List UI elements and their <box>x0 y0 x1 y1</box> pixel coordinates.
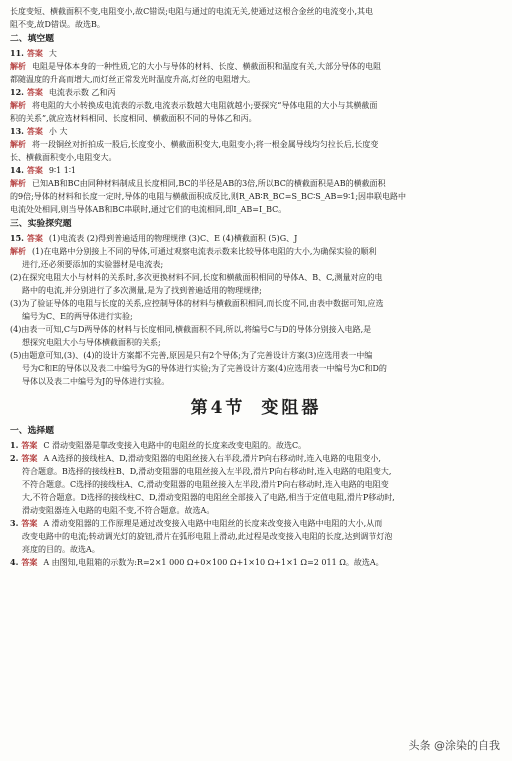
text-line: 亮度的目的。故选A。 <box>22 545 100 554</box>
answer-line-14: 14. 答案 9∶1 1∶1 <box>10 165 76 175</box>
text-line: 号为C和E的导体以及表二中编号为G的导体进行实验;为了完善设计方案(4)应选用表一中编号为C和D的 <box>22 364 387 373</box>
answer-label: 答案 <box>21 440 38 450</box>
answer-line-c3: 3. 答案 A 滑动变阻器的工作原理是通过改变接入电路中电阻丝的长度来改变接入电路中电阻的大小,从而 <box>10 518 383 528</box>
answer-label: 答案 <box>21 453 38 463</box>
text-line: 改变电路中的电流;转动调光灯的旋钮,滑片在弧形电阻上滑动,此过程是改变接入电阻的长度,达到调节灯泡 <box>22 532 393 541</box>
answer-label: 答案 <box>21 518 38 528</box>
text-line: 长度变短、横截面积不变,电阻变小,故C错误;电阻与通过的电流无关,使通过这根合金丝的电流变小,其电 <box>10 7 373 16</box>
chapter-title: 第4节 变阻器 <box>190 398 322 418</box>
text-line: 不符合题意。C选择的接线柱A、C,滑动变阻器的电阻丝接入左半段,滑片P向右移动时,连入电路的电阻变 <box>22 480 389 489</box>
answer-label: 答案 <box>21 557 38 567</box>
text-line: 的9倍;导体的材料和长度一定时,导体的电阻与横截面积成反比,则R_AB∶R_BC=S_BC∶S_AB=9∶1;因串联电路中 <box>10 192 407 201</box>
text-line: 阻不变,故D错误。故选B。 <box>10 20 105 29</box>
answer-line-c4: 4. 答案 A 由图知,电阻箱的示数为:R=2×1 000 Ω+0×100 Ω+1×10 Ω+1×1 Ω=2 011 Ω。故选A。 <box>10 557 384 567</box>
answer-line-12: 12. 答案 电流表示数 乙和丙 <box>10 87 116 97</box>
text-line: 大,不符合题意。D选择的接线柱C、D,滑动变阻器的电阻丝全部接入了电路,相当于定值电阻,滑片P移动时, <box>22 493 395 502</box>
analysis-line-15: 解析 (1)在电路中分别接上不同的导体,可通过观察电流表示数来比较导体电阻的大小,为确保实验的顺利 <box>10 246 377 256</box>
text-line: 路中的电流,并分别进行了多次测量,是为了找到普遍适用的物理规律; <box>22 286 262 295</box>
analysis-label: 解析 <box>10 246 26 256</box>
answer-line-13: 13. 答案 小 大 <box>10 126 68 136</box>
watermark: 头条 @涂染的自我 <box>408 739 500 752</box>
text-line: 积的关系”,就应选材料相同、长度相同、横截面积不同的导体乙和丙。 <box>10 114 257 123</box>
text-line: 长、横截面积变小,电阻变大。 <box>10 153 117 162</box>
text-line: 都随温度的升高而增大,而灯丝正常发光时温度升高,灯丝的电阻增大。 <box>10 75 256 84</box>
text-line: 编号为C、E的两导体进行实验; <box>22 312 133 321</box>
section-heading-fill: 二、填空题 <box>10 34 54 44</box>
text-line: 电流处处相同,则当导体AB和BC串联时,通过它们的电流相同,即I_AB=I_BC。 <box>10 205 287 214</box>
answer-line-c1: 1. 答案 C 滑动变阻器是靠改变接入电路中的电阻丝的长度来改变电阻的。故选C。 <box>10 440 307 450</box>
analysis-label: 解析 <box>10 139 26 149</box>
text-line: (4)由表一可知,C与D两导体的材料与长度相同,横截面积不同,所以,将编号C与D的导体分别接入电路,是 <box>10 325 372 334</box>
text-line: 符合题意。B选择的接线柱B、D,滑动变阻器的电阻丝接入左半段,滑片P向右移动时,连入电路的电阻变大, <box>22 467 392 476</box>
text-line: (5)由题意可知,(3)、(4)的设计方案都不完善,原因是只有2个导体;为了完善设计方案(3)应选用表一中编 <box>10 351 373 360</box>
answer-label: 答案 <box>26 48 43 58</box>
analysis-line-13: 解析 将一段铜丝对折拍成一股后,长度变小、横截面积变大,电阻变小;将一根金属导线均匀拉长后,长度变 <box>10 139 379 149</box>
analysis-line-12: 解析 将电阻的大小转换成电流表的示数,电流表示数越大电阻就越小;要探究“导体电阻的大小与其横截面 <box>10 100 378 110</box>
section-heading-experiment: 三、实验探究题 <box>10 219 72 229</box>
text-line: 想探究电阻大小与导体横截面积的关系; <box>22 338 161 347</box>
answer-line-11: 11. 答案 大 <box>10 48 57 58</box>
analysis-label: 解析 <box>10 100 26 110</box>
text-line: 进行,还必须要添加的实验器材是电流表; <box>22 260 164 269</box>
answer-line-15: 15. 答案 (1)电流表 (2)得到普遍适用的物理规律 (3)C、E (4)横截面积 (5)G、J <box>10 233 298 243</box>
answer-label: 答案 <box>26 233 43 243</box>
text-line: (2)在探究电阻大小与材料的关系时,多次更换材料不同,长度和横截面积相同的导体A、B、C,测量对应的电 <box>10 273 383 282</box>
answer-line-c2: 2. 答案 A A选择的接线柱A、D,滑动变阻器的电阻丝接入右半段,滑片P向右移动时,连入电路的电阻变小, <box>10 453 381 463</box>
text-line: 滑动变阻器连入电路的电阻不变,不符合题意。故选A。 <box>22 506 215 515</box>
section-heading-choice: 一、选择题 <box>10 426 54 436</box>
analysis-line-11: 解析 电阻是导体本身的一种性质,它的大小与导体的材料、长度、横截面积和温度有关,大部分导体的电阻 <box>10 61 382 71</box>
text-line: 导体以及表二中编号为J的导体进行实验。 <box>22 377 170 386</box>
text-line: (3)为了验证导体的电阻与长度的关系,应控制导体的材料与横截面积相同,而长度不同,由表中数据可知,应选 <box>10 299 384 308</box>
answer-label: 答案 <box>26 87 43 97</box>
answer-label: 答案 <box>26 126 43 136</box>
analysis-label: 解析 <box>10 178 26 188</box>
analysis-line-14: 解析 已知AB和BC由同种材料制成且长度相同,BC的半径是AB的3倍,所以BC的横截面积是AB的横截面积 <box>10 178 386 188</box>
analysis-label: 解析 <box>10 61 26 71</box>
answer-label: 答案 <box>26 165 43 175</box>
